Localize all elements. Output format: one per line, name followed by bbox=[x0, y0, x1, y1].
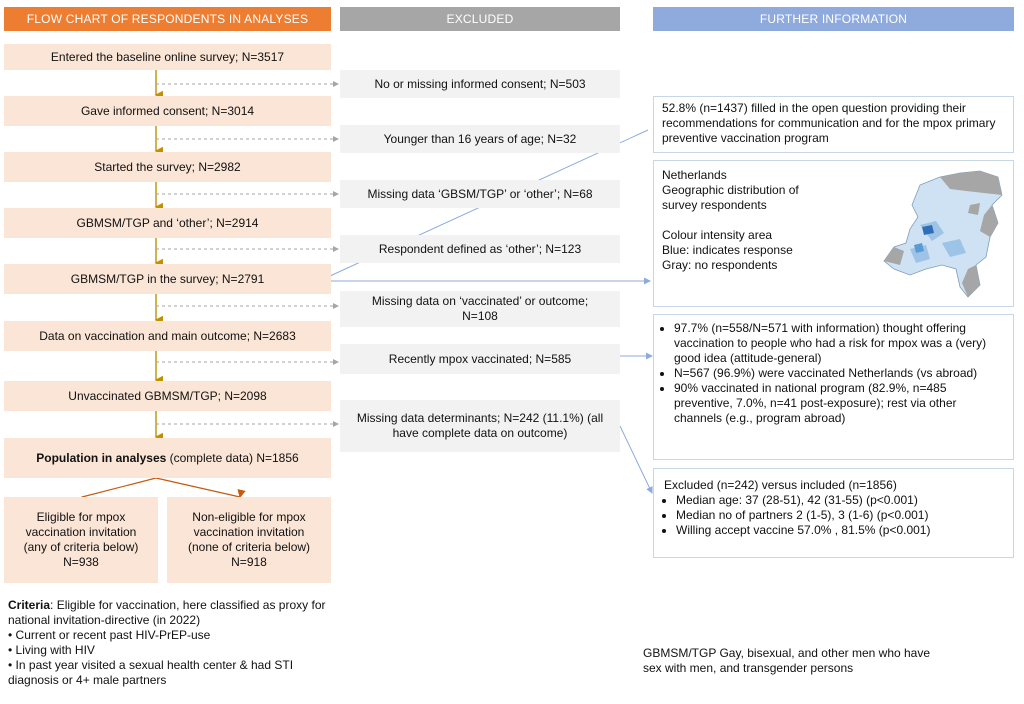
non-eligible-line-1: Non-eligible for mpox bbox=[192, 510, 306, 524]
vaccinated-info-item: • 97.7% (n=558/N=571 with information) thought offering vaccination to people who had a risk for mpox was a (very) good idea (attitude-general) bbox=[674, 321, 1005, 366]
flow-step-data-vaccination: Data on vaccination and main outcome; N=2683 bbox=[4, 321, 331, 351]
map-legend-blue: Blue: indicates response bbox=[662, 243, 793, 257]
criteria-intro bbox=[8, 598, 328, 628]
flow-step-entered: Entered the baseline online survey; N=3517 bbox=[4, 44, 331, 70]
eligible-line-1: Eligible for mpox bbox=[36, 510, 126, 524]
comparison-item: • Median age: 37 (28-51), 42 (31-55) (p<0.001) bbox=[676, 493, 1003, 508]
vaccinated-info-item: • 90% vaccinated in national program (82.9%, n=485 preventive, 7.0%, n=41 post-exposure); rest via other channels (e.g., program abroad) bbox=[674, 381, 1005, 426]
criteria-text: : Eligible for vaccination, here classified as proxy for national invitation-directive (in 2022) bbox=[8, 598, 326, 627]
excluded-determinants: Missing data determinants; N=242 (11.1%) (all have complete data on outcome) bbox=[340, 400, 620, 452]
flow-step-consent: Gave informed consent; N=3014 bbox=[4, 96, 331, 126]
non-eligible-line-3: (none of criteria below) bbox=[187, 540, 311, 554]
split-arrow-eligible bbox=[82, 478, 156, 497]
map-subtitle-1: Geographic distribution of bbox=[662, 183, 799, 197]
criteria-item: • Current or recent past HIV-PrEP-use bbox=[8, 628, 211, 642]
criteria-item: • In past year visited a sexual health center & had STI diagnosis or 4+ male partners bbox=[8, 658, 294, 687]
criteria-label: Criteria bbox=[8, 598, 51, 612]
info-open-question: 52.8% (n=1437) filled in the open question providing their recommendations for communication and for the mpox primary preventive vaccination program bbox=[653, 96, 1014, 153]
criteria-item: • Living with HIV bbox=[8, 643, 95, 657]
comparison-item: • Median no of partners 2 (1-5), 3 (1-6) (p<0.001) bbox=[676, 508, 1003, 523]
map-title: Netherlands bbox=[662, 168, 727, 182]
map-legend-title: Colour intensity area bbox=[662, 228, 773, 242]
population-value: (complete data) N=1856 bbox=[166, 450, 299, 465]
netherlands-map bbox=[880, 165, 1008, 301]
excluded-consent: No or missing informed consent; N=503 bbox=[340, 70, 620, 98]
flow-step-gbmsm-other: GBMSM/TGP and ‘other’; N=2914 bbox=[4, 208, 331, 238]
flow-step-started: Started the survey; N=2982 bbox=[4, 152, 331, 182]
excluded-other: Respondent defined as ‘other’; N=123 bbox=[340, 235, 620, 263]
population-label: Population in analyses bbox=[36, 450, 167, 465]
comparison-title: Excluded (n=242) versus included (n=1856) bbox=[664, 478, 897, 492]
flow-step-gbmsm: GBMSM/TGP in the survey; N=2791 bbox=[4, 264, 331, 294]
map-legend-gray: Gray: no respondents bbox=[662, 258, 778, 272]
flow-step-unvaccinated: Unvaccinated GBMSM/TGP; N=2098 bbox=[4, 381, 331, 411]
info-vaccinated bbox=[653, 314, 1014, 460]
eligible-line-3: (any of criteria below) bbox=[23, 540, 139, 554]
excluded-vaccinated-missing: Missing data on ‘vaccinated’ or outcome; N=108 bbox=[340, 291, 620, 327]
info-link-comparison bbox=[620, 426, 652, 493]
eligible-line-2: vaccination invitation bbox=[25, 525, 137, 539]
info-comparison bbox=[653, 468, 1014, 558]
eligible-count: N=938 bbox=[63, 555, 99, 569]
vaccinated-info-item: • N=567 (96.9%) were vaccinated Netherlands (vs abroad) bbox=[674, 366, 1005, 381]
split-arrow-non-eligible bbox=[156, 478, 240, 497]
eligible-box bbox=[4, 497, 158, 583]
footnote: GBMSM/TGP Gay, bisexual, and other men who have sex with men, and transgender persons bbox=[643, 646, 931, 675]
non-eligible-box bbox=[167, 497, 331, 583]
non-eligible-line-2: vaccination invitation bbox=[193, 525, 305, 539]
further-header: FURTHER INFORMATION bbox=[653, 7, 1014, 31]
excluded-gbsm-missing: Missing data ‘GBSM/TGP’ or ‘other’; N=68 bbox=[340, 180, 620, 208]
comparison-item: • Willing accept vaccine 57.0% , 81.5% (p<0.001) bbox=[676, 523, 1003, 538]
map-subtitle-2: survey respondents bbox=[662, 198, 767, 212]
non-eligible-count: N=918 bbox=[231, 555, 267, 569]
excluded-header: EXCLUDED bbox=[340, 7, 620, 31]
flow-step-population bbox=[4, 438, 331, 478]
criteria-block bbox=[8, 598, 328, 688]
excluded-age: Younger than 16 years of age; N=32 bbox=[340, 125, 620, 153]
flow-header: FLOW CHART OF RESPONDENTS IN ANALYSES bbox=[4, 7, 331, 31]
excluded-recently-vaccinated: Recently mpox vaccinated; N=585 bbox=[340, 344, 620, 374]
